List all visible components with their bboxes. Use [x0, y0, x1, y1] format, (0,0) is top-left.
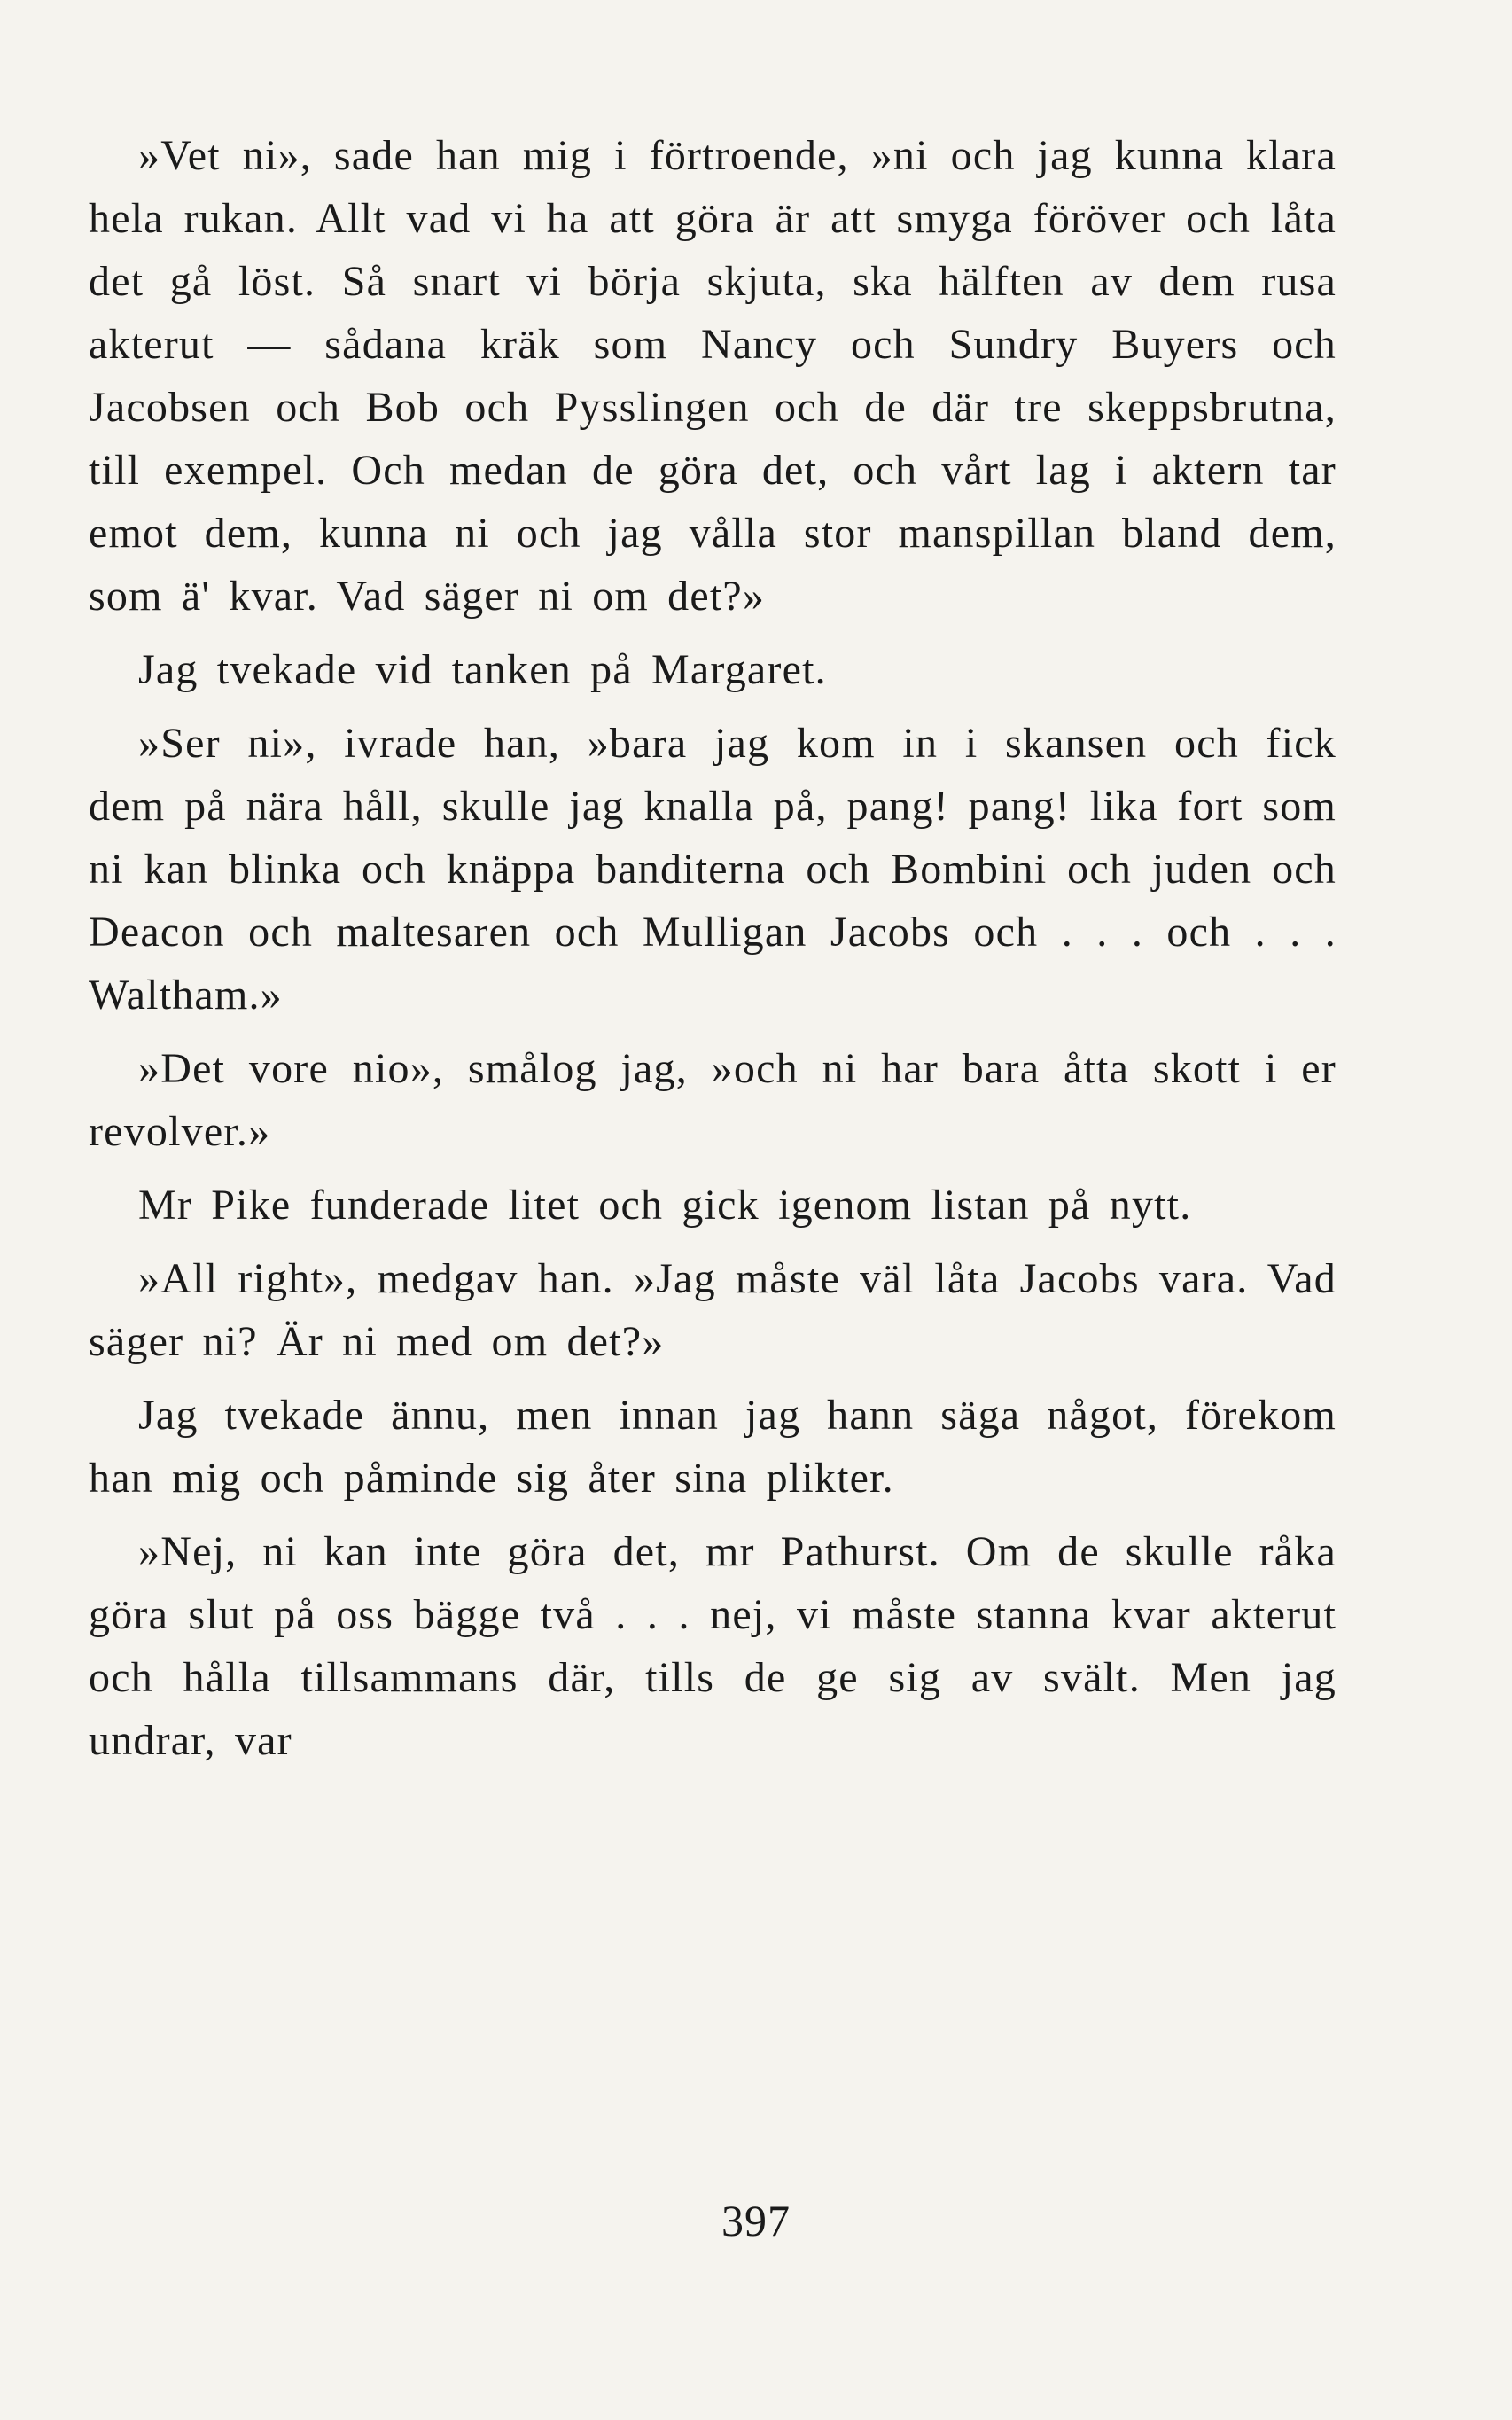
page-number: 397: [721, 2196, 791, 2245]
paragraph-2: Jag tvekade vid tanken på Margaret.: [138, 646, 827, 693]
page-body: [89, 124, 1337, 1783]
paragraph-3: »Ser ni», ivrade han, »bara jag kom in i skansen och fick dem på nära håll, skulle jag knalla på, pang! pang! lika fort som ni kan blinka och knäppa banditerna och Bombini och juden och Deacon och maltesaren och Mulligan Jacobs och . . . och . . . Waltham.»: [89, 720, 1337, 1019]
paragraph-8: »Nej, ni kan inte göra det, mr Pathurst. Om de skulle råka göra slut på oss bägge två . . . nej, vi måste stanna kvar akterut och hålla tillsammans där, tills de ge sig av svält. Men jag undrar, var: [89, 1528, 1337, 1764]
paragraph-4: »Det vore nio», smålog jag, »och ni har bara åtta skott i er revolver.»: [89, 1045, 1337, 1155]
paragraph-6: »All right», medgav han. »Jag måste väl låta Jacobs vara. Vad säger ni? Är ni med om det?»: [89, 1255, 1337, 1365]
paragraph-7: Jag tvekade ännu, men innan jag hann säga något, förekom han mig och påminde sig åter sina plikter.: [89, 1392, 1337, 1502]
paragraph-1: »Vet ni», sade han mig i förtroende, »ni och jag kunna klara hela rukan. Allt vad vi ha att göra är att smyga föröver och låta det gå löst. Så snart vi börja skjuta, ska hälften av dem rusa akterut — sådana kräk som Nancy och Sundry Buyers och Jacobsen och Bob och Pysslingen och de där tre skeppsbrutna, till exempel. Och medan de göra det, och vårt lag i aktern tar emot dem, kunna ni och jag vålla stor manspillan bland dem, som ä' kvar. Vad säger ni om det?»: [89, 132, 1337, 620]
paragraph-5: Mr Pike funderade litet och gick igenom listan på nytt.: [138, 1182, 1192, 1229]
